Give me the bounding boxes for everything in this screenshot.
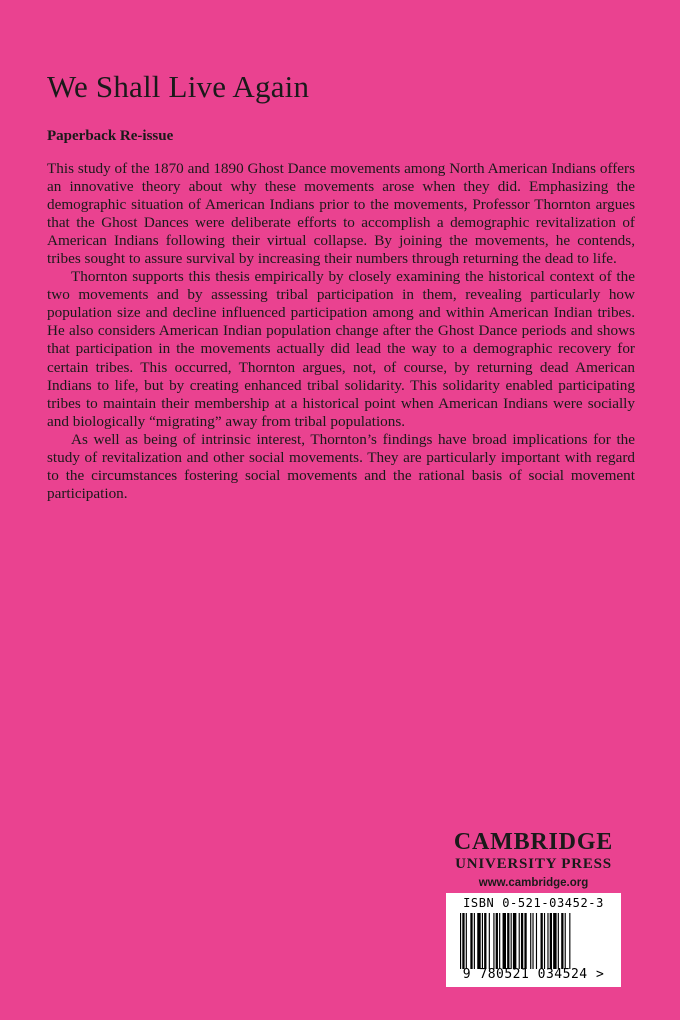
publisher-name: CAMBRIDGE (453, 829, 614, 855)
barcode-bar (462, 913, 464, 969)
barcode-bar (513, 913, 516, 969)
barcode-bar (530, 913, 531, 969)
barcode-bar (547, 913, 548, 969)
barcode-bar (565, 913, 566, 969)
barcode-bar (460, 913, 461, 969)
barcode-bar (499, 913, 500, 969)
blurb (47, 160, 635, 503)
barcode-bar (496, 913, 498, 969)
barcode-bar (550, 913, 552, 969)
barcode-bar (569, 913, 570, 969)
barcode-bar (482, 913, 483, 969)
blurb-paragraph-3: As well as being of intrinsic interest, Thornton’s findings have broad implications for the study of revitalization and other social movements. They are particularly important with regard to the circumstances fostering social movements and the rational basis of social movement participation. (47, 430, 635, 502)
barcode-bar (536, 913, 537, 969)
barcode-bar (466, 913, 467, 969)
barcode-bar (493, 913, 494, 969)
barcode-bar (521, 913, 523, 969)
isbn-label: ISBN 0-521-03452-3 (463, 896, 604, 910)
barcode-bar (503, 913, 506, 969)
barcode-bar (532, 913, 533, 969)
barcode-panel (446, 893, 621, 987)
barcode-bar (544, 913, 545, 969)
blurb-paragraph-1: This study of the 1870 and 1890 Ghost Dance movements among North American Indians offers an innovative theory about why these movements arose when they did. Emphasizing the demographic situation of American Indians prior to the movements, Professor Thornton argues that the Ghost Dances were deliberate efforts to accomplish a demographic revitalization of American Indians following their virtual collapse. By joining the movements, he contends, tribes sought to assure survival by increasing their numbers through returning the dead to life. (47, 160, 635, 268)
barcode-bar (519, 913, 520, 969)
blurb-paragraph-2: Thornton supports this thesis empirically by closely examining the historical context of the two movements and by assessing tribal participation in them, revealing particularly how population size and decline influenced participation among and within American Indian tribes. He also considers American Indian population change after the Ghost Dance periods and shows that participation in the movements actually did lead the way to a demographic recovery for certain tribes. This occurred, Thornton argues, not, of course, by returning dead American Indians to life, but by creating enhanced tribal solidarity. This solidarity enabled participating tribes to maintain their membership at a historical point when American Indians were socially and biologically “migrating” away from tribal populations. (47, 268, 635, 430)
barcode-bar (561, 913, 563, 969)
barcode-bar (524, 913, 526, 969)
barcode-digits: 9 780521 034524 > (462, 967, 605, 982)
edition-label: Paperback Re-issue (47, 128, 174, 144)
publisher-subname: UNIVERSITY PRESS (455, 856, 612, 872)
barcode-bar (477, 913, 480, 969)
publisher-website: www.cambridge.org (478, 877, 589, 889)
barcode-bar (489, 913, 490, 969)
barcode-bar (541, 913, 543, 969)
publisher-block (446, 829, 621, 891)
barcode-bar (511, 913, 512, 969)
barcode-bar (507, 913, 509, 969)
barcode-bar (474, 913, 475, 969)
barcode-icon (446, 913, 621, 969)
barcode-bar (470, 913, 472, 969)
barcode-bar (484, 913, 486, 969)
barcode-bar (558, 913, 559, 969)
book-title: We Shall Live Again (47, 69, 310, 104)
barcode-bar (553, 913, 556, 969)
